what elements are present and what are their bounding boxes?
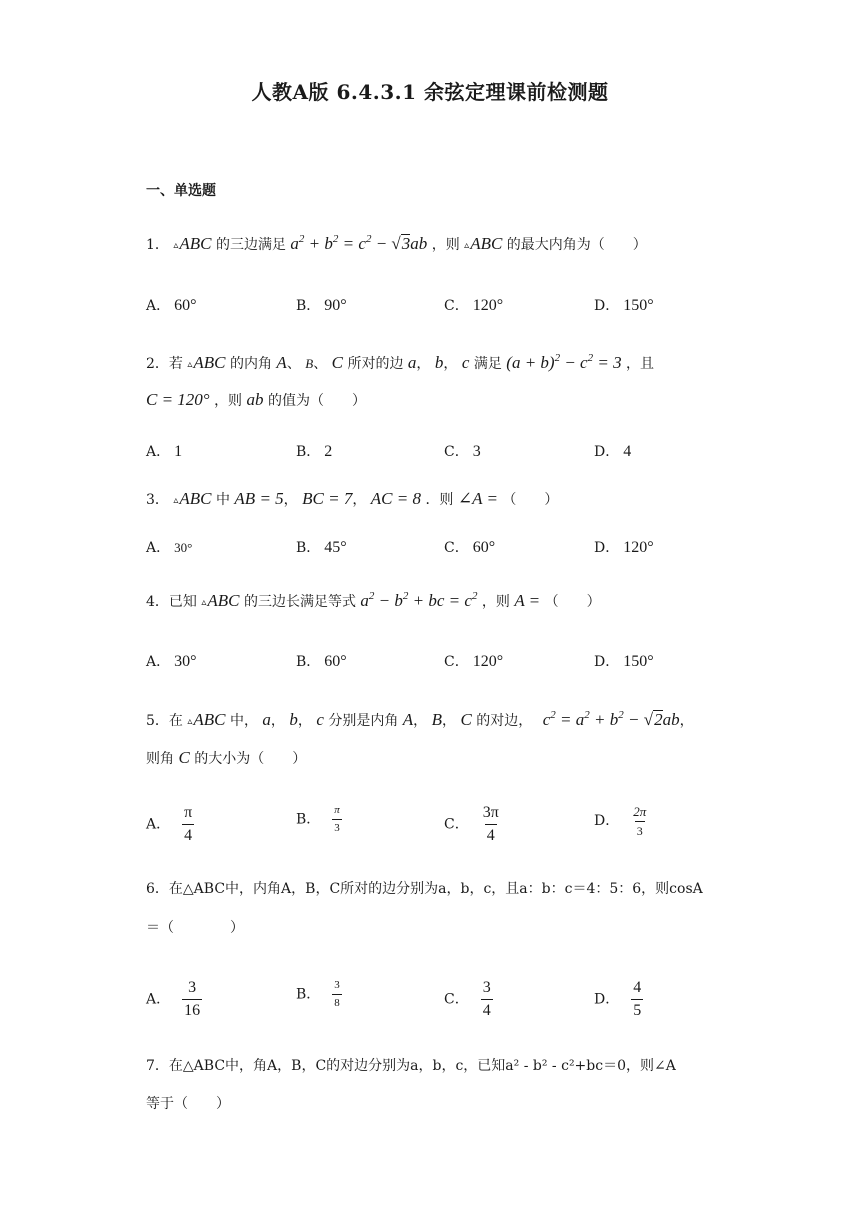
option-c[interactable]: C． 120° — [444, 653, 504, 670]
question-7-stem-line2: 等于（ ） — [146, 1096, 230, 1112]
option-b[interactable]: B． 2 — [296, 443, 333, 460]
option-c[interactable]: C． $\frac{3}{4}$ — [444, 979, 491, 1019]
option-a[interactable]: A． 60° — [146, 297, 197, 314]
question-4-stem: 4．已知 ▵ABC 的三边长满足等式 $a^2 - b^2$ + bc = $c^2$ ，则 A = （ ） — [146, 590, 601, 610]
option-c[interactable]: C． 120° — [444, 297, 504, 314]
question-6-stem-line2: ＝（ ） — [146, 920, 244, 936]
option-b[interactable]: B． $\frac{\pi}{3}$ — [296, 804, 340, 834]
option-d[interactable]: D． $\frac{2\pi}{3}$ — [594, 804, 647, 838]
question-7-stem: 7．在△ABC中，角A，B，C的对边分别为a，b，c，已知a² - b² - c²+bc＝0，则∠A — [146, 1058, 676, 1074]
question-1-stem: 1． ▵ABC 的三边满足 $a^2 + b^2 = c^2 - √3ab$ ，则 ▵ABC 的最大内角为（ ） — [146, 233, 647, 253]
option-b[interactable]: B． 90° — [296, 297, 347, 314]
triangle-abc: ▵ABC — [173, 234, 212, 253]
option-c[interactable]: C． $\frac{3\pi}{4}$ — [444, 804, 499, 844]
question-3-stem: 3． ▵ABC 中 AB = 5， BC = 7， AC = 8 ．则 ∠A = （ ） — [146, 489, 559, 508]
equation: $c^2 = a^2 + b^2 - √2ab$ — [542, 709, 680, 729]
equation: $a^2 - b^2$ + bc = $c^2$ — [360, 590, 478, 610]
page-title: 人教A版 6.4.3.1 余弦定理课前检测题 — [251, 80, 609, 104]
option-a[interactable]: A． 30° — [146, 653, 197, 670]
option-a[interactable]: A． $\frac{\pi}{4}$ — [146, 804, 193, 844]
equation: $(a + b)^2 - c^2 = 3$ — [506, 352, 622, 372]
option-d[interactable]: D． 120° — [594, 539, 654, 556]
option-c[interactable]: C． 60° — [444, 539, 496, 556]
option-d[interactable]: D． 4 — [594, 443, 632, 460]
option-d[interactable]: D． 150° — [594, 653, 654, 670]
question-2-stem: 2．若 ▵ABC 的内角 A、 B、 C 所对的边 a， b， c 满足 $(a + b)^2 - c^2 = 3$ ，且 — [146, 352, 655, 372]
triangle-abc: ▵ABC — [464, 234, 503, 253]
option-a[interactable]: A． 1 — [146, 443, 183, 460]
question-5-stem-line2: 则角 C 的大小为（ ） — [146, 748, 307, 767]
section-heading: 一、单选题 — [146, 183, 216, 199]
equation: $a^2 + b^2 = c^2 - √3ab$ — [290, 233, 428, 253]
question-5-stem: 5．在 ▵ABC 中， a， b， c 分别是内角 A， B， C 的对边， $c^2 = a^2 + b^2 - √2ab$， — [146, 709, 694, 729]
option-a[interactable]: A． $\frac{3}{16}$ — [146, 979, 201, 1019]
option-b[interactable]: B． $\frac{3}{8}$ — [296, 979, 340, 1009]
option-d[interactable]: D． 150° — [594, 297, 654, 314]
option-d[interactable]: D． $\frac{4}{5}$ — [594, 979, 642, 1019]
option-c[interactable]: C． 3 — [444, 443, 481, 460]
option-a[interactable]: A． 30° — [146, 540, 193, 556]
question-2-stem-line2: C = 120° ，则 ab 的值为（ ） — [146, 390, 366, 409]
option-b[interactable]: B． 45° — [296, 539, 347, 556]
option-b[interactable]: B． 60° — [296, 653, 347, 670]
question-6-stem: 6．在△ABC中，内角A，B，C所对的边分别为a，b，c，且a：b：c＝4：5：6，则cosA — [146, 881, 703, 897]
